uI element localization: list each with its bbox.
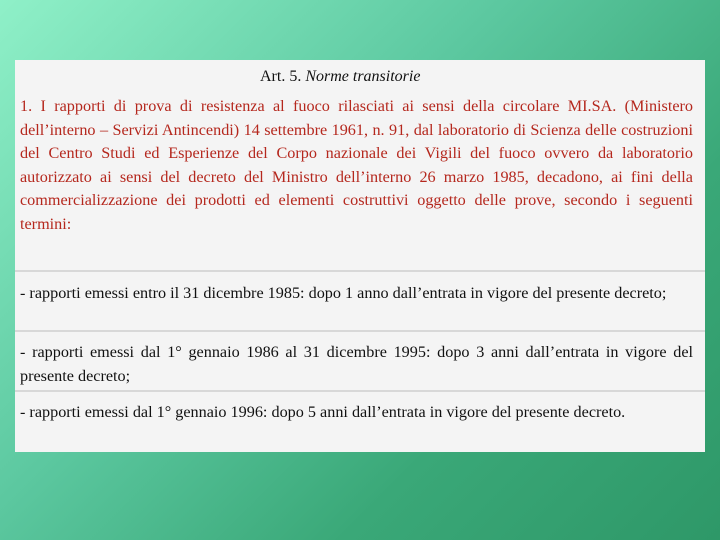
divider xyxy=(15,270,705,272)
article-title xyxy=(15,67,705,87)
divider xyxy=(15,390,705,392)
paragraph-intro: 1. I rapporti di prova di resistenza al fuoco rilasciati ai sensi della circolare MI.SA. (Ministero dell’interno – Servizi Antincendi) 14 settembre 1961, n. 91, dal laboratorio di Scienza delle costruzioni del Centro Studi ed Esperienze del Corpo nazionale dei Vigili del fuoco ovvero da laboratorio autorizzato ai sensi del decreto del Ministro dell’interno 26 marzo 1985, decadono, ai fini della commercializzazione dei prodotti ed elementi costruttivi oggetto delle prove, secondo i seguenti termini: xyxy=(20,97,693,233)
divider xyxy=(15,330,705,332)
article-number: Art. 5. xyxy=(260,68,302,85)
slide-panel xyxy=(15,60,705,452)
paragraph-term-2: - rapporti emessi dal 1° gennaio 1986 al 31 dicembre 1995: dopo 3 anni dall’entrata in vigore del presente decreto; xyxy=(20,343,693,385)
paragraph-term-3: - rapporti emessi dal 1° gennaio 1996: dopo 5 anni dall’entrata in vigore del presente decreto. xyxy=(20,403,626,421)
article-heading: Norme transitorie xyxy=(305,68,421,85)
paragraph-term-1: - rapporti emessi entro il 31 dicembre 1985: dopo 1 anno dall’entrata in vigore del presente decreto; xyxy=(20,284,667,302)
